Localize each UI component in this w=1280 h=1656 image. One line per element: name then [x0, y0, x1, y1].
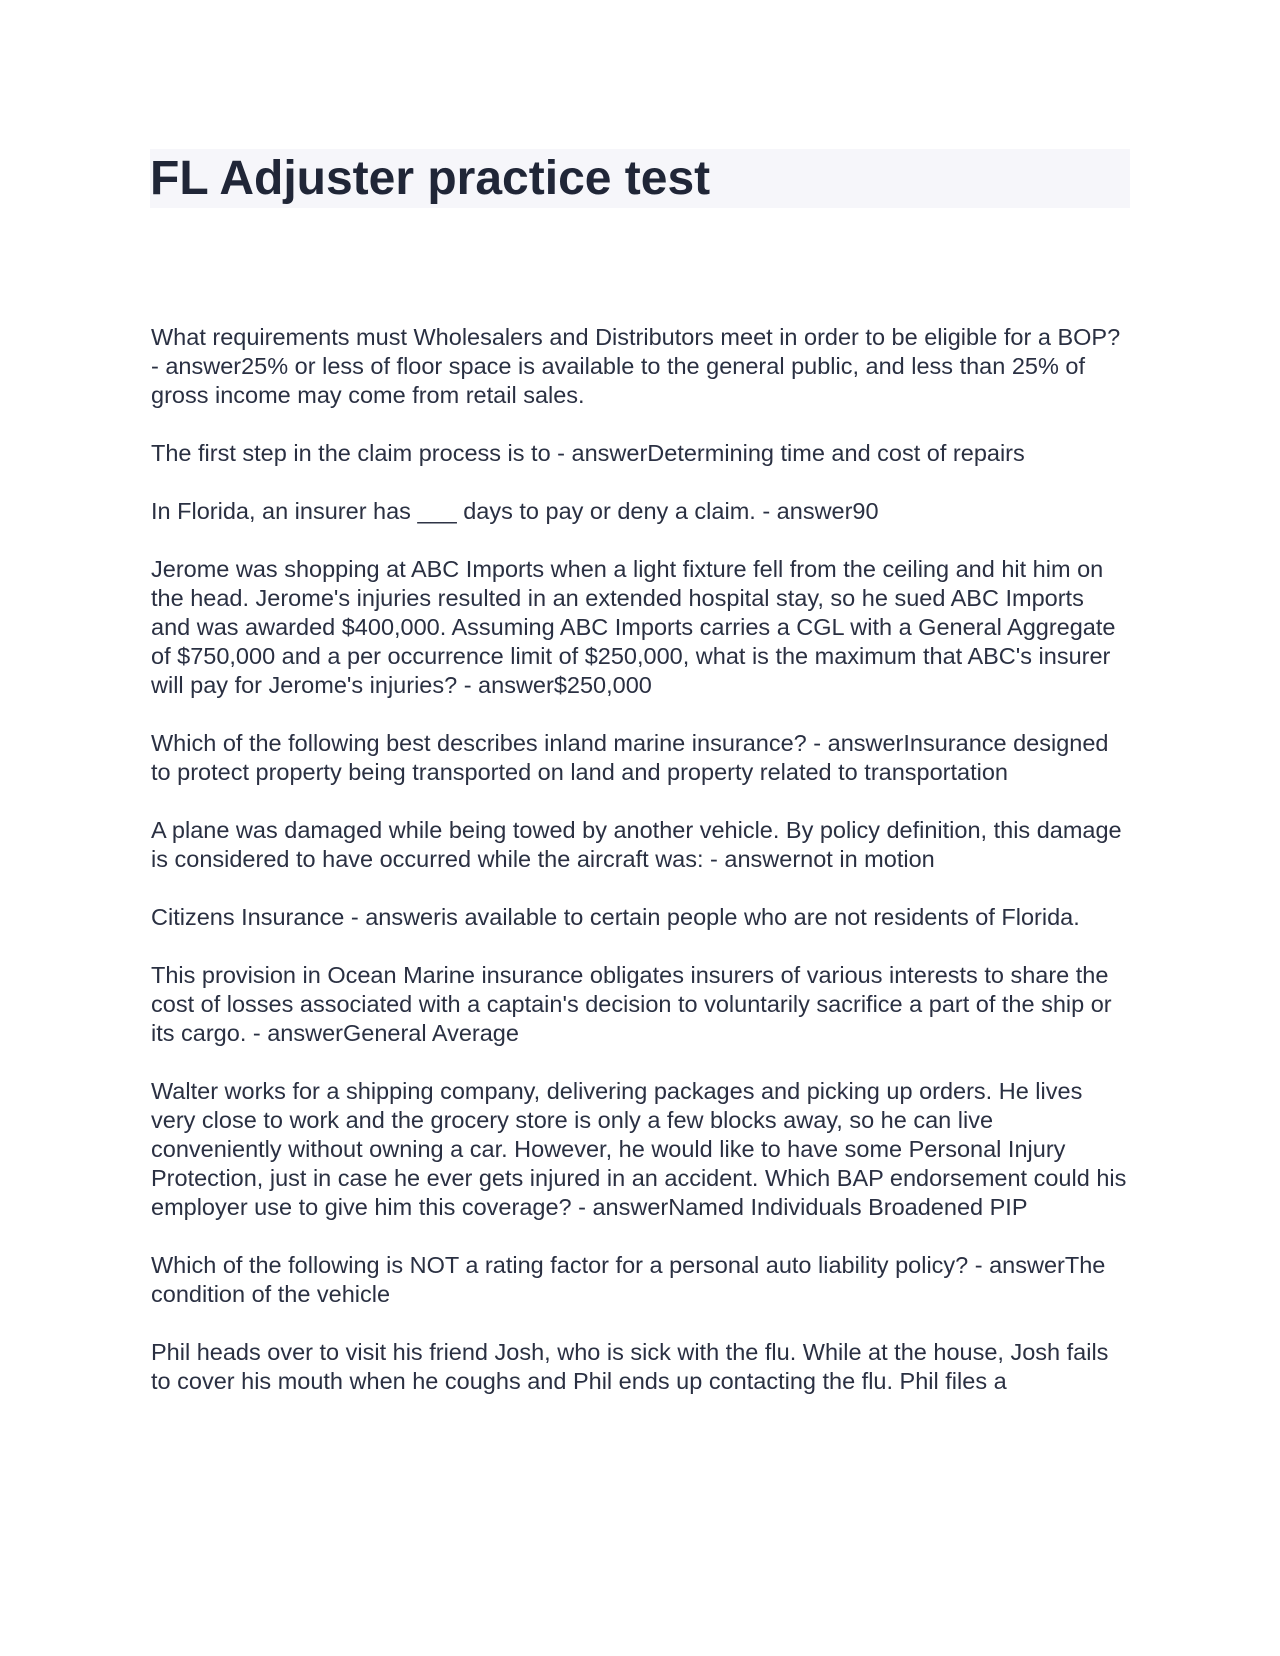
question-answer-item: Which of the following best describes inland marine insurance? - answerInsurance designed to protect property being transported on land and property related to transportation	[151, 730, 1109, 785]
question-answer-item: A plane was damaged while being towed by another vehicle. By policy definition, this damage is considered to have occurred while the aircraft was: - answernot in motion	[151, 817, 1122, 872]
question-answer-item: Which of the following is NOT a rating factor for a personal auto liability policy? - answerThe condition of the vehicle	[151, 1252, 1106, 1307]
question-answer-item: Citizens Insurance - answeris available to certain people who are not residents of Florida.	[151, 904, 1080, 930]
question-answer-item: What requirements must Wholesalers and Distributors meet in order to be eligible for a BOP? - answer25% or less of floor space is available to the general public, and less than 25% of gross income may come from retail sales.	[151, 324, 1121, 408]
question-answer-item: Jerome was shopping at ABC Imports when a light fixture fell from the ceiling and hit him on the head. Jerome's injuries resulted in an extended hospital stay, so he sued ABC Imports and was awarded $400,000. Assuming ABC Imports carries a CGL with a General Aggregate of $750,000 and a per occurrence limit of $250,000, what is the maximum that ABC's insurer will pay for Jerome's injuries? - answer$250,000	[151, 556, 1116, 698]
question-answer-item: Walter works for a shipping company, delivering packages and picking up orders. He lives very close to work and the grocery store is only a few blocks away, so he can live conveniently without owning a car. However, he would like to have some Personal Injury Protection, just in case he ever gets injured in an accident. Which BAP endorsement could his employer use to give him this coverage? - answerNamed Individuals Broadened PIP	[151, 1078, 1127, 1220]
page-title: FL Adjuster practice test	[150, 152, 711, 205]
question-answer-item: The first step in the claim process is to - answerDetermining time and cost of repairs	[151, 440, 1025, 466]
question-answer-item: This provision in Ocean Marine insurance obligates insurers of various interests to share the cost of losses associated with a captain's decision to voluntarily sacrifice a part of the ship or its cargo. - answerGeneral Average	[151, 962, 1112, 1046]
question-list	[151, 323, 1129, 1425]
question-answer-item: Phil heads over to visit his friend Josh, who is sick with the flu. While at the house, Josh fails to cover his mouth when he coughs and Phil ends up contacting the flu. Phil files a	[151, 1339, 1109, 1394]
question-answer-item: In Florida, an insurer has ___ days to pay or deny a claim. - answer90	[151, 498, 879, 524]
